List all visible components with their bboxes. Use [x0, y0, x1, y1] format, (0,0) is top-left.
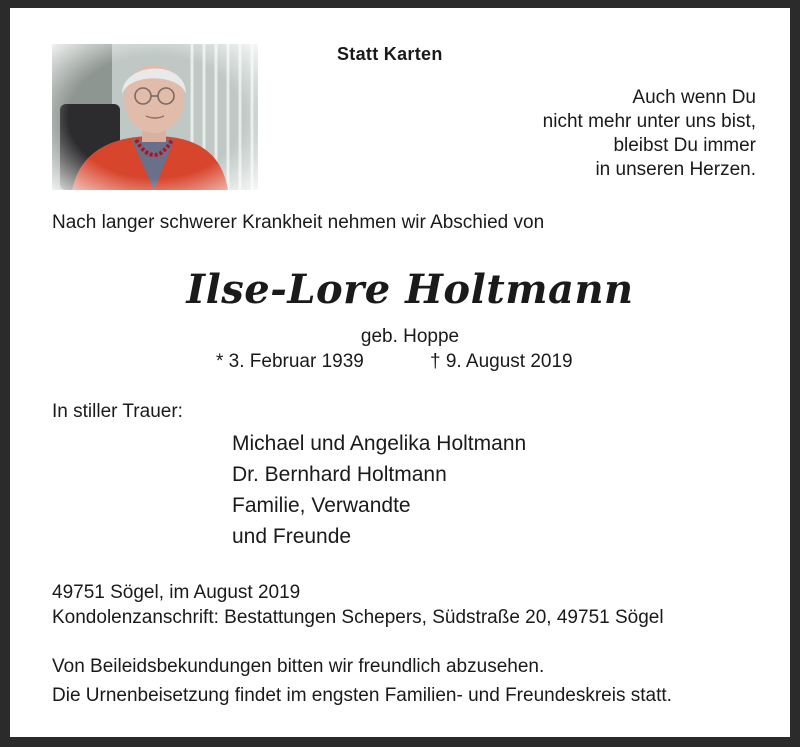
poem-line: nicht mehr unter uns bist,: [542, 111, 756, 132]
mourner-entry: Dr. Bernhard Holtmann: [232, 463, 447, 486]
place-date: 49751 Sögel, im August 2019: [52, 582, 301, 603]
death-date: † 9. August 2019: [430, 351, 573, 372]
mourner-entry: und Freunde: [232, 525, 352, 548]
statt-karten-heading: Statt Karten: [337, 44, 443, 64]
poem-line: Auch wenn Du: [632, 87, 756, 108]
mourner-entry: Familie, Verwandte: [232, 494, 411, 517]
poem-line: bleibst Du immer: [613, 135, 756, 156]
birth-name: geb. Hoppe: [360, 326, 460, 347]
obituary-notice: [10, 8, 790, 737]
deceased-name: Ilse-Lore Holtmann: [186, 266, 634, 313]
condolence-address: Kondolenzanschrift: Bestattungen Schepers, Südstraße 20, 49751 Sögel: [52, 607, 664, 628]
poem-line: in unseren Herzen.: [595, 159, 756, 180]
mourning-label: In stiller Trauer:: [52, 401, 183, 422]
mourner-entry: Michael und Angelika Holtmann: [232, 432, 527, 455]
burial-note: Die Urnenbeisetzung findet im engsten Familien- und Freundeskreis statt.: [52, 685, 672, 706]
memorial-poem: [543, 86, 756, 182]
condolence-note: Von Beileidsbekundungen bitten wir freundlich abzusehen.: [52, 656, 545, 677]
birth-date: * 3. Februar 1939: [216, 351, 364, 372]
mourners-list: [232, 428, 526, 552]
portrait-photo: [52, 44, 258, 190]
intro-text: Nach langer schwerer Krankheit nehmen wir Abschied von: [52, 212, 545, 233]
